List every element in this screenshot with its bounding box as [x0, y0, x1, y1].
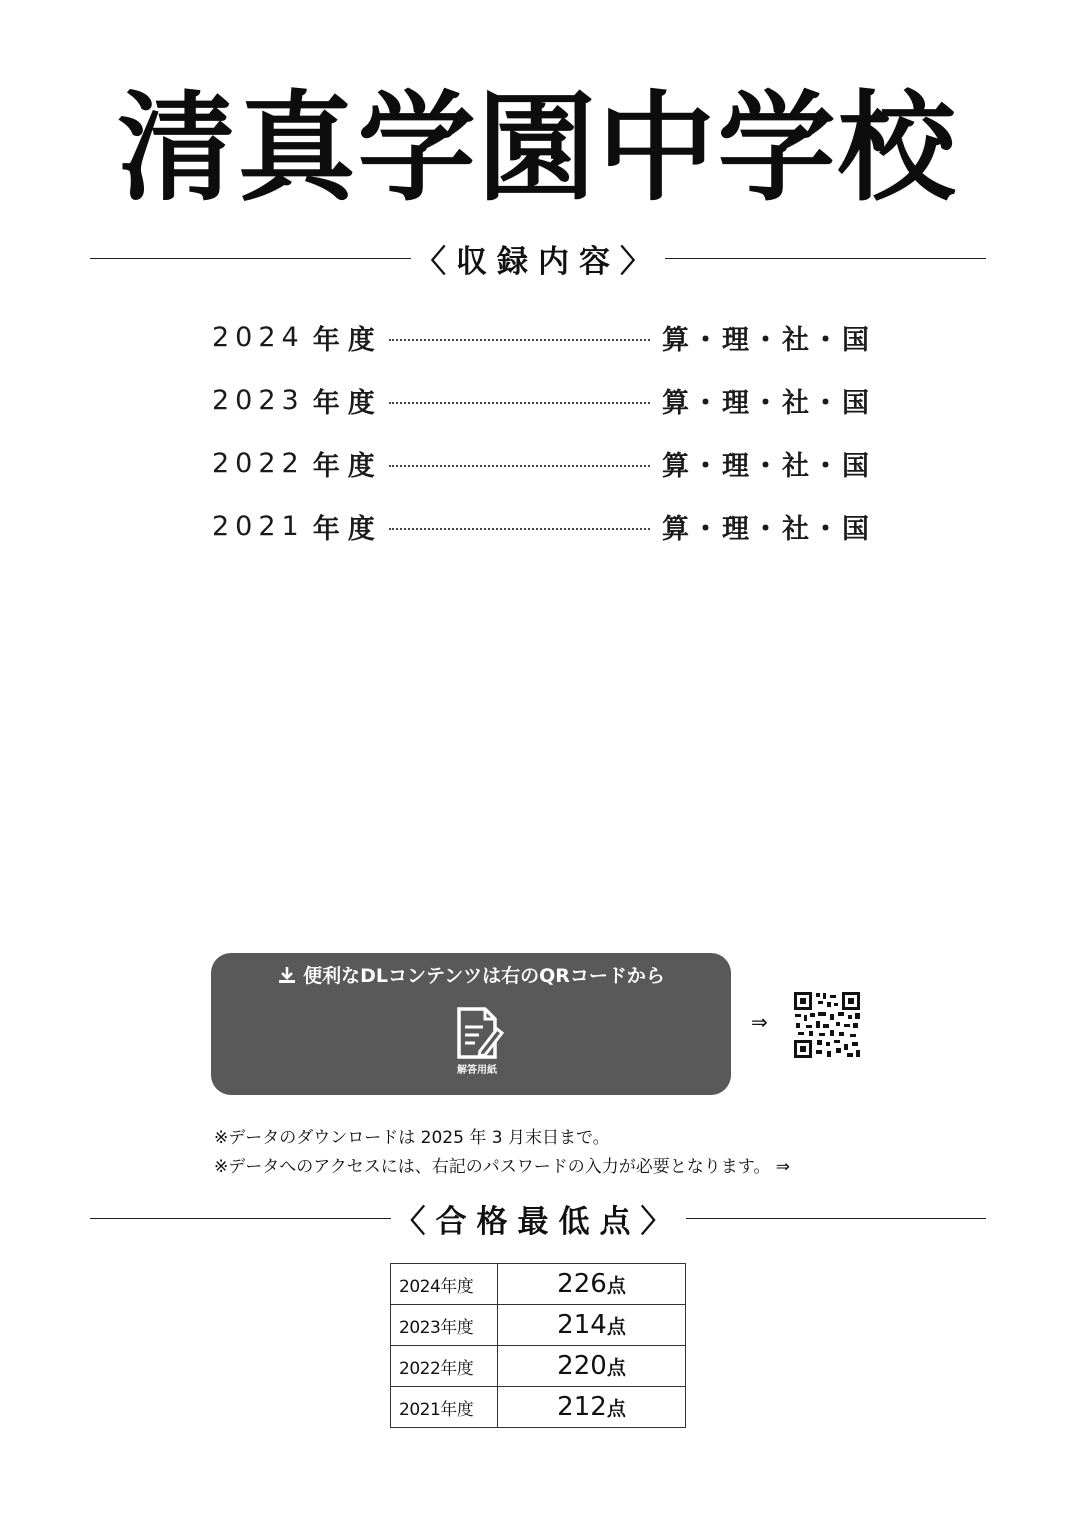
download-icon: [277, 965, 297, 985]
dot-leader: [389, 402, 650, 404]
table-row: [391, 1305, 686, 1346]
heading-rule-right: [665, 258, 986, 259]
contents-subjects: 算・理・社・国: [662, 388, 872, 419]
dot-leader: [389, 465, 650, 467]
score-unit: 点: [606, 1275, 626, 1297]
note-line: ※データへのアクセスには、右記のパスワードの入力が必要となります。 ⇒: [214, 1157, 791, 1177]
score-year: 2021年度: [391, 1387, 498, 1428]
heading-rule-left: [90, 1218, 391, 1219]
contents-year: 2024: [212, 322, 305, 353]
contents-nendo: 年度: [312, 325, 383, 356]
dot-leader: [389, 528, 650, 530]
score-unit: 点: [606, 1398, 626, 1420]
score-cell: [498, 1305, 686, 1346]
score-year: 2024年度: [391, 1264, 498, 1305]
score-cell: [498, 1264, 686, 1305]
score-unit: 点: [606, 1357, 626, 1379]
contents-subjects: 算・理・社・国: [662, 514, 872, 545]
table-row: [391, 1387, 686, 1428]
download-notes: [214, 1124, 790, 1182]
contents-heading: [90, 238, 986, 278]
score-unit: 点: [606, 1316, 626, 1338]
note-line: ※データのダウンロードは 2025 年 3 月末日まで。: [214, 1128, 610, 1148]
qr-code-icon[interactable]: [792, 990, 862, 1060]
contents-subjects: 算・理・社・国: [662, 451, 872, 482]
heading-rule-right: [686, 1218, 987, 1219]
table-row: [391, 1346, 686, 1387]
contents-row: [212, 306, 872, 369]
arrow-to-qr: ⇒: [751, 1010, 768, 1034]
min-score-table: [390, 1263, 686, 1428]
contents-year: 2022: [212, 448, 305, 479]
score-value: 212: [557, 1392, 607, 1422]
contents-row: [212, 432, 872, 495]
contents-year: 2023: [212, 385, 305, 416]
answer-sheet-caption: 解答用紙: [457, 1065, 497, 1076]
scores-heading: [90, 1198, 986, 1238]
contents-year: 2021: [212, 511, 305, 542]
score-year: 2023年度: [391, 1305, 498, 1346]
contents-nendo: 年度: [312, 451, 383, 482]
score-cell: [498, 1387, 686, 1428]
dot-leader: [389, 339, 650, 341]
download-banner-heading: [211, 961, 731, 988]
contents-row: [212, 369, 872, 432]
contents-heading-label: 〈収録内容〉: [415, 243, 661, 280]
score-value: 226: [557, 1269, 607, 1299]
contents-list: [212, 306, 872, 558]
contents-nendo: 年度: [312, 514, 383, 545]
heading-rule-left: [90, 258, 411, 259]
contents-nendo: 年度: [312, 388, 383, 419]
score-value: 214: [557, 1310, 607, 1340]
contents-subjects: 算・理・社・国: [662, 325, 872, 356]
score-year: 2022年度: [391, 1346, 498, 1387]
score-value: 220: [557, 1351, 607, 1381]
score-cell: [498, 1346, 686, 1387]
contents-row: [212, 495, 872, 558]
answer-sheet-icon[interactable]: [447, 1005, 507, 1077]
page-title: 清真学園中学校: [117, 79, 958, 217]
scores-heading-label: 〈合格最低点〉: [394, 1203, 682, 1240]
download-heading-text: 便利なDLコンテンツは右のQRコードから: [303, 965, 665, 987]
table-row: [391, 1264, 686, 1305]
download-banner[interactable]: [211, 953, 731, 1095]
